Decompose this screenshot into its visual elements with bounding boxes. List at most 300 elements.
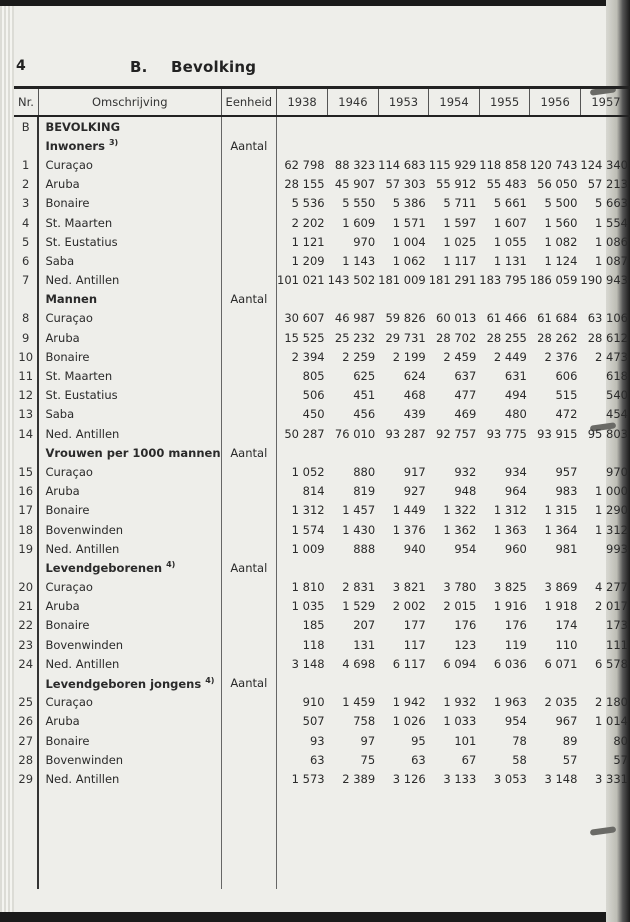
value-cell-1956: 967 [555,714,578,729]
value-cell-1957 [580,673,630,692]
value-cell-1953: 2 199 [392,349,426,364]
row-description [38,578,221,597]
value-cell-1938: 1 009 [291,541,325,556]
value-cell-1956: 606 [555,369,578,384]
row-unit [221,309,277,328]
value-cell-1956: 120 743 [529,157,578,172]
value-cell-1953 [378,443,429,462]
value-cell-1946: 1 609 [342,215,376,230]
row-description [38,673,221,692]
row-description [38,462,221,481]
value-cell-1954: 3 780 [443,580,477,595]
footnote-ref: 3) [108,138,119,148]
value-cell-1956: 1 364 [544,522,578,537]
value-cell-1956: 1 560 [544,215,578,230]
value-cell-1956: 61 684 [537,311,578,326]
row-unit: Aantal [221,136,277,155]
table-row [14,347,630,366]
value-cell-1946: 207 [353,618,376,633]
value-cell-1946: 1 529 [342,599,376,614]
header-1954: 1954 [429,88,480,117]
value-cell-1954: 3 133 [443,771,477,786]
row-unit [221,462,277,481]
value-cell-1955: 58 [512,752,527,767]
value-cell-1938: 1 035 [291,599,325,614]
value-cell-1955: 494 [504,388,527,403]
value-cell-1956 [530,558,581,577]
section-title [130,58,256,76]
value-cell-1953: 117 [403,637,426,652]
row-unit: Aantal [221,558,277,577]
population-table [14,86,630,889]
value-cell-1946: 46 987 [334,311,376,326]
row-description [38,616,221,635]
value-cell-1938: 15 525 [284,330,325,345]
value-cell-1946: 1 430 [342,522,376,537]
value-cell-1956 [530,673,581,692]
value-cell-1946: 888 [353,541,376,556]
value-cell-1938: 910 [302,695,325,710]
value-cell-1954: 181 291 [428,273,477,288]
row-number: 23 [14,635,38,654]
value-cell-1955: 118 858 [479,157,527,172]
value-cell-1938: 814 [302,484,325,499]
value-cell-1955: 1 055 [493,234,527,249]
header-1955: 1955 [479,88,530,117]
description-text: Curaçao [45,580,93,595]
value-cell-1946: 97 [360,733,376,748]
description-text: Bovenwinden [45,637,124,652]
row-unit [221,520,277,539]
value-cell-1955: 28 255 [486,330,527,345]
value-cell-1938: 2 394 [291,349,325,364]
description-text: Bonaire [45,349,90,364]
row-number: 18 [14,520,38,539]
value-cell-1957: 2 017 [595,599,628,614]
value-cell-1938 [277,290,328,309]
description-text: Ned. Antillen [45,426,120,441]
row-number: 24 [14,654,38,673]
value-cell-1955: 1 363 [493,522,527,537]
value-cell-1953: 1 004 [392,234,426,249]
description-text: St. Maarten [45,369,113,384]
row-unit [221,769,277,788]
row-description [38,424,221,443]
row-unit [221,347,277,366]
value-cell-1957: 63 106 [587,311,628,326]
value-cell-1956: 983 [555,484,578,499]
value-cell-1955: 954 [504,714,527,729]
value-cell-1946: 25 232 [334,330,376,345]
spacer-cell [328,789,379,889]
value-cell-1956: 28 262 [537,330,578,345]
value-cell-1953: 468 [403,388,426,403]
table-row [14,232,630,251]
value-cell-1954: 5 711 [443,196,477,211]
description-text: Aruba [45,599,80,614]
description-text: St. Maarten [45,215,113,230]
value-cell-1957: 1 087 [595,253,628,268]
row-unit [221,578,277,597]
value-cell-1953 [378,290,429,309]
row-unit: Aantal [221,290,277,309]
value-cell-1957: 454 [606,407,628,422]
value-cell-1954: 954 [454,541,477,556]
row-unit [221,194,277,213]
value-cell-1957: 1 554 [595,215,628,230]
value-cell-1953: 177 [403,618,426,633]
description-text: Bonaire [45,618,90,633]
value-cell-1953: 95 [411,733,426,748]
value-cell-1938: 93 [309,733,325,748]
description-text: St. Eustatius [45,388,118,403]
row-description [38,251,221,270]
value-cell-1957: 80 [613,733,628,748]
row-number: 21 [14,597,38,616]
value-cell-1957 [580,290,630,309]
row-description [38,635,221,654]
subheader-row [14,673,630,692]
row-number [14,290,38,309]
value-cell-1957: 540 [606,388,628,403]
value-cell-1955: 119 [504,637,527,652]
section-row [14,116,630,136]
description-text: Inwoners [45,139,105,154]
value-cell-1946: 2 389 [342,771,376,786]
value-cell-1954 [429,136,480,155]
value-cell-1956: 2 376 [544,349,578,364]
table-header-row [14,88,630,117]
value-cell-1953: 1 942 [392,695,426,710]
value-cell-1946 [328,116,379,136]
row-number: 14 [14,424,38,443]
value-cell-1954: 115 929 [428,157,477,172]
value-cell-1954: 1 322 [443,503,477,518]
row-description [38,213,221,232]
value-cell-1954: 101 [454,733,477,748]
row-unit [221,635,277,654]
value-cell-1957: 970 [606,464,628,479]
value-cell-1946: 5 550 [342,196,376,211]
row-number: 13 [14,405,38,424]
value-cell-1953: 181 009 [378,273,426,288]
value-cell-1953: 63 [411,752,426,767]
value-cell-1954: 948 [454,484,477,499]
row-unit: Aantal [221,673,277,692]
row-description [38,232,221,251]
table-row [14,213,630,232]
value-cell-1954: 1 597 [443,215,477,230]
table-row [14,386,630,405]
value-cell-1946: 76 010 [334,426,376,441]
description-text: Mannen [45,292,98,307]
value-cell-1954 [429,116,480,136]
row-number: 4 [14,213,38,232]
value-cell-1955: 2 449 [493,349,527,364]
value-cell-1946: 880 [353,464,376,479]
table-row [14,366,630,385]
row-number: 28 [14,750,38,769]
header-1957: 1957 [580,88,630,117]
value-cell-1946: 625 [353,369,376,384]
value-cell-1953: 29 731 [385,330,426,345]
value-cell-1957: 1 014 [595,714,628,729]
description-text: Aruba [45,484,80,499]
row-description [38,520,221,539]
value-cell-1957: 618 [606,369,628,384]
row-description [38,116,221,136]
value-cell-1954: 469 [454,407,477,422]
value-cell-1955: 93 775 [486,426,527,441]
spacer-cell [378,789,429,889]
value-cell-1956: 174 [555,618,578,633]
value-cell-1954: 1 033 [443,714,477,729]
table-row [14,693,630,712]
value-cell-1954: 932 [454,464,477,479]
spacer-cell [277,789,328,889]
value-cell-1955: 78 [512,733,527,748]
footnote-ref: 4) [205,675,215,685]
value-cell-1956: 1 918 [544,599,578,614]
row-unit [221,654,277,673]
value-cell-1946: 1 457 [342,503,376,518]
value-cell-1938: 28 155 [284,177,325,192]
row-unit [221,116,277,136]
description-text: Ned. Antillen [45,656,120,671]
value-cell-1953: 1 449 [392,503,426,518]
value-cell-1953: 5 386 [392,196,426,211]
description-text: Curaçao [45,157,93,172]
row-description [38,654,221,673]
value-cell-1953: 1 376 [392,522,426,537]
row-description [38,155,221,174]
value-cell-1938: 30 607 [284,311,325,326]
value-cell-1956: 981 [555,541,578,556]
row-number: 16 [14,482,38,501]
spacer-cell [530,789,581,889]
value-cell-1955: 1 916 [493,599,527,614]
value-cell-1955: 1 312 [493,503,527,518]
value-cell-1946: 1 459 [342,695,376,710]
row-number: 1 [14,155,38,174]
table-row [14,405,630,424]
row-number: 26 [14,712,38,731]
description-text: Levendgeborenen [45,561,163,576]
value-cell-1955: 480 [504,407,527,422]
description-text: Aruba [45,330,80,345]
value-cell-1955: 1 963 [493,695,527,710]
description-text: Vrouwen per 1000 mannen [45,445,221,460]
row-unit [221,155,277,174]
row-unit [221,366,277,385]
value-cell-1946 [328,673,379,692]
footnote-ref: 4) [166,560,176,570]
row-description [38,386,221,405]
description-text: Curaçao [45,464,93,479]
value-cell-1953: 93 287 [385,426,426,441]
subheader-row [14,136,630,155]
value-cell-1957 [580,443,630,462]
row-description [38,136,221,155]
spacer-cell [429,789,480,889]
table-row [14,309,630,328]
description-text: Aruba [45,177,80,192]
spacer-cell [14,789,38,889]
row-unit [221,501,277,520]
value-cell-1955: 176 [504,618,527,633]
description-text: Aruba [45,714,80,729]
row-unit [221,750,277,769]
row-description [38,693,221,712]
row-description [38,194,221,213]
row-description [38,769,221,788]
table-row [14,520,630,539]
row-number: 22 [14,616,38,635]
description-text: Bovenwinden [45,752,124,767]
value-cell-1954: 176 [454,618,477,633]
value-cell-1938 [277,116,328,136]
description-text: Saba [45,407,75,422]
description-text: Curaçao [45,311,93,326]
value-cell-1938 [277,558,328,577]
value-cell-1956: 472 [555,407,578,422]
row-description [38,539,221,558]
value-cell-1957: 2 180 [595,695,628,710]
row-number: B [14,116,38,136]
value-cell-1957: 1 000 [595,484,628,499]
value-cell-1953: 1 571 [392,215,426,230]
table-row [14,539,630,558]
value-cell-1938: 118 [302,637,325,652]
row-unit [221,482,277,501]
value-cell-1938: 2 202 [291,215,325,230]
value-cell-1946: 1 143 [342,253,376,268]
value-cell-1956: 2 035 [544,695,578,710]
value-cell-1956: 1 315 [544,503,578,518]
value-cell-1955: 631 [504,369,527,384]
section-name: Bevolking [170,58,257,76]
value-cell-1938: 1 312 [291,503,325,518]
value-cell-1957: 1 290 [595,503,628,518]
value-cell-1957: 4 277 [595,580,628,595]
table-row [14,750,630,769]
value-cell-1946: 131 [353,637,376,652]
table-row [14,769,630,788]
table-row [14,155,630,174]
value-cell-1957: 6 578 [595,656,628,671]
row-unit: Aantal [221,443,277,462]
value-cell-1953: 57 303 [385,177,426,192]
row-description [38,712,221,731]
value-cell-1954: 67 [461,752,477,767]
row-description [38,597,221,616]
value-cell-1955 [479,558,530,577]
value-cell-1956: 5 500 [544,196,578,211]
value-cell-1938: 5 536 [291,196,325,211]
value-cell-1956: 186 059 [529,273,578,288]
value-cell-1938: 1 574 [291,522,325,537]
value-cell-1954: 123 [454,637,477,652]
value-cell-1956: 3 148 [544,771,578,786]
row-description [38,731,221,750]
description-text: Bonaire [45,503,90,518]
value-cell-1946: 2 259 [342,349,376,364]
value-cell-1954: 1 117 [443,253,477,268]
spacer-cell [38,789,221,889]
row-description [38,482,221,501]
value-cell-1957: 2 473 [595,349,628,364]
table-row [14,462,630,481]
description-text: Ned. Antillen [45,541,120,556]
table-row [14,424,630,443]
table-row [14,635,630,654]
row-number: 3 [14,194,38,213]
value-cell-1955: 3 825 [493,580,527,595]
value-cell-1953: 917 [403,464,426,479]
description-text: Ned. Antillen [45,771,120,786]
value-cell-1953: 3 126 [392,771,426,786]
value-cell-1946 [328,290,379,309]
row-unit [221,597,277,616]
value-cell-1957: 95 803 [587,426,628,441]
description-text: Curaçao [45,695,93,710]
value-cell-1938: 450 [302,407,325,422]
value-cell-1957: 57 [613,752,628,767]
row-description [38,347,221,366]
value-cell-1953: 6 117 [392,656,426,671]
description-text: Bovenwinden [45,522,124,537]
row-number: 29 [14,769,38,788]
row-unit [221,616,277,635]
value-cell-1953: 1 062 [392,253,426,268]
row-description [38,175,221,194]
value-cell-1957 [580,558,630,577]
row-number: 10 [14,347,38,366]
row-number: 27 [14,731,38,750]
value-cell-1956 [530,290,581,309]
value-cell-1946: 456 [353,407,376,422]
value-cell-1957 [580,136,630,155]
row-number [14,443,38,462]
value-cell-1954: 6 094 [443,656,477,671]
value-cell-1954: 1 932 [443,695,477,710]
value-cell-1946: 2 831 [342,580,376,595]
description-text: BEVOLKING [45,119,121,134]
value-cell-1955: 1 607 [493,215,527,230]
value-cell-1955: 55 483 [486,177,527,192]
table-row [14,654,630,673]
spacer-cell [580,789,630,889]
row-description [38,309,221,328]
value-cell-1954 [429,673,480,692]
value-cell-1938: 1 573 [291,771,325,786]
value-cell-1957: 28 612 [587,330,628,345]
value-cell-1953 [378,558,429,577]
row-unit [221,328,277,347]
row-number: 15 [14,462,38,481]
page-stack-edge [0,6,14,912]
value-cell-1954: 477 [454,388,477,403]
description-text: St. Eustatius [45,234,118,249]
value-cell-1956: 110 [555,637,578,652]
row-number: 19 [14,539,38,558]
header-1953: 1953 [378,88,429,117]
value-cell-1956: 515 [555,388,578,403]
value-cell-1956: 56 050 [537,177,578,192]
row-unit [221,232,277,251]
value-cell-1953: 1 026 [392,714,426,729]
value-cell-1938: 62 798 [284,157,325,172]
